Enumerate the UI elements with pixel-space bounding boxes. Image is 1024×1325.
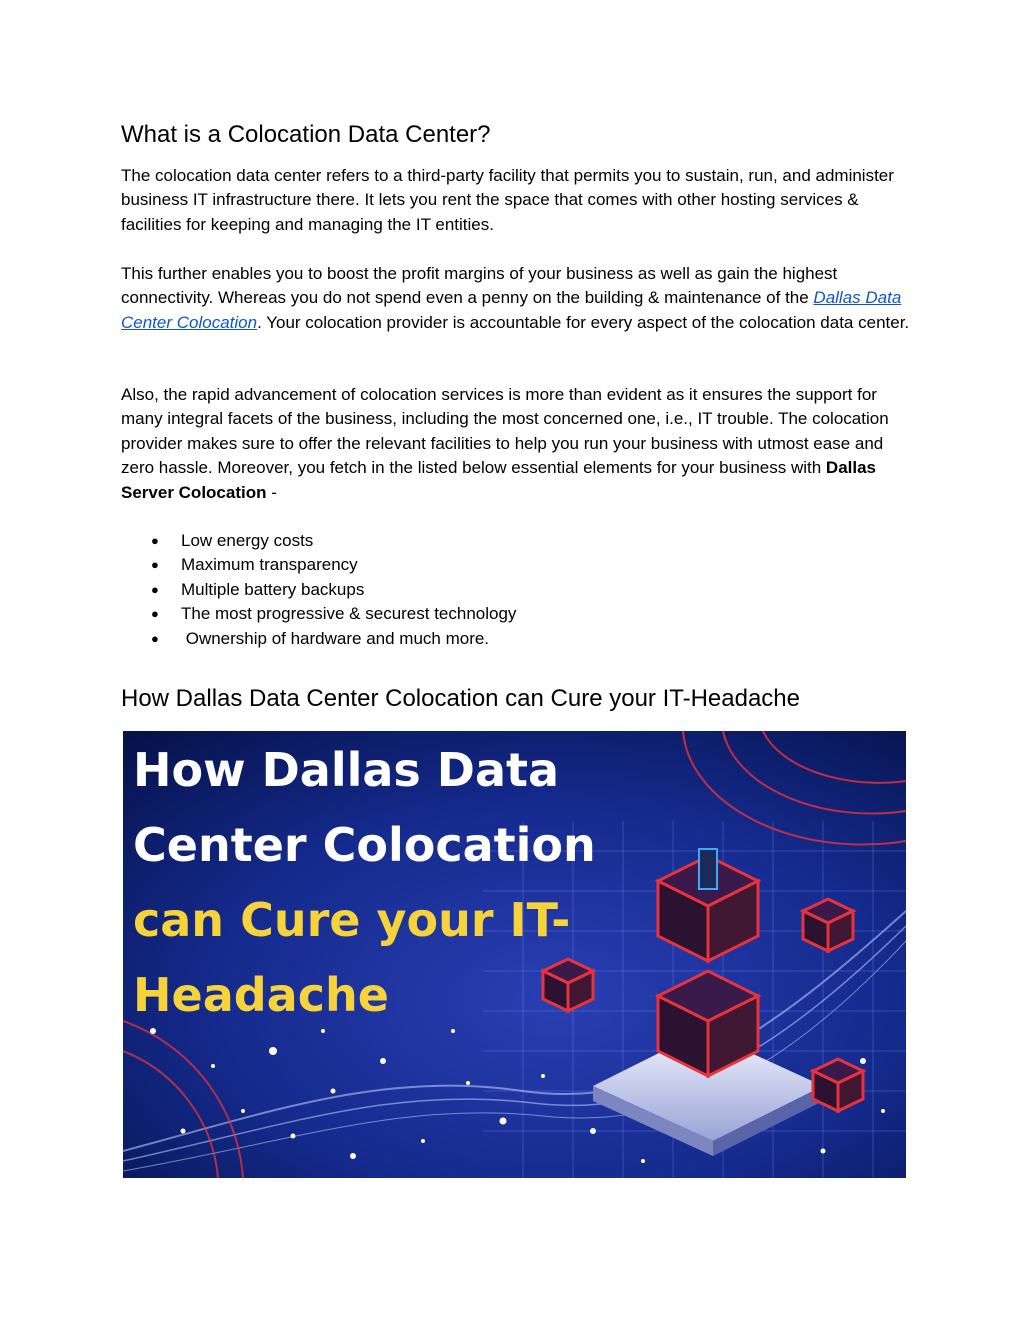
floating-cube-icon — [543, 959, 593, 1011]
bullet-icon: ● — [151, 557, 159, 573]
list-item — [121, 529, 911, 553]
floating-cube-icon — [803, 899, 853, 951]
paragraph-definition: The colocation data center refers to a third-party facility that permits you to sustain, run, and administer business IT infrastructure there. It lets you rent the space that comes with other hosting services & facilities for keeping and managing the IT entities. — [121, 166, 894, 234]
list-item-text: Ownership of hardware and much more. — [181, 628, 490, 648]
paragraph-benefits — [121, 262, 911, 335]
paragraph-advancement-text-2: - — [266, 482, 277, 502]
list-item — [121, 578, 911, 602]
list-item-text: Multiple battery backups — [181, 579, 365, 599]
benefits-bullet-list — [121, 529, 911, 651]
list-item — [121, 553, 911, 577]
paragraph-benefits-text-1: This further enables you to boost the profit margins of your business as well as gain the highest connectivity. Whereas you do not spend even a penny on the building & maintenance of the — [121, 264, 838, 308]
bullet-icon: ● — [151, 606, 159, 622]
list-item — [121, 627, 911, 651]
paragraph-advancement-text-1: Also, the rapid advancement of colocation services is more than evident as it ensures the support for many integral facets of the business, including the most concerned one, i.e., IT trouble. The colocation provider makes sure to offer the relevant facilities to help you run your business with utmost ease and zero hassle. Moreover, you fetch in the listed below essential elements for your business with — [121, 385, 889, 478]
section-heading-what-is-colocation: What is a Colocation Data Center? — [121, 121, 491, 148]
dallas-data-center-colocation-link[interactable]: Dallas Data Center Colocation — [121, 288, 902, 332]
floating-cube-icon — [813, 1059, 863, 1111]
banner-line-4: Headache — [133, 968, 389, 1022]
paragraph-benefits-text-2: . Your colocation provider is accountable for every aspect of the colocation data center. — [257, 312, 910, 332]
banner-line-2: Center Colocation — [133, 818, 596, 872]
dallas-server-colocation-bold: Dallas Server Colocation — [121, 458, 877, 502]
section-heading-it-headache: How Dallas Data Center Colocation can Cure your IT-Headache — [121, 685, 800, 712]
banner-image — [123, 731, 906, 1178]
bullet-icon: ● — [151, 630, 159, 646]
banner-line-3: can Cure your IT- — [133, 893, 571, 947]
list-item-text: Low energy costs — [181, 531, 314, 550]
list-item — [121, 602, 911, 626]
paragraph-advancement — [121, 383, 911, 505]
banner-line-1: How Dallas Data — [133, 743, 560, 797]
bullet-icon: ● — [151, 533, 159, 548]
bullet-icon: ● — [151, 581, 159, 597]
list-item-text: Maximum transparency — [181, 555, 358, 575]
list-item-text: The most progressive & securest technology — [181, 604, 517, 624]
